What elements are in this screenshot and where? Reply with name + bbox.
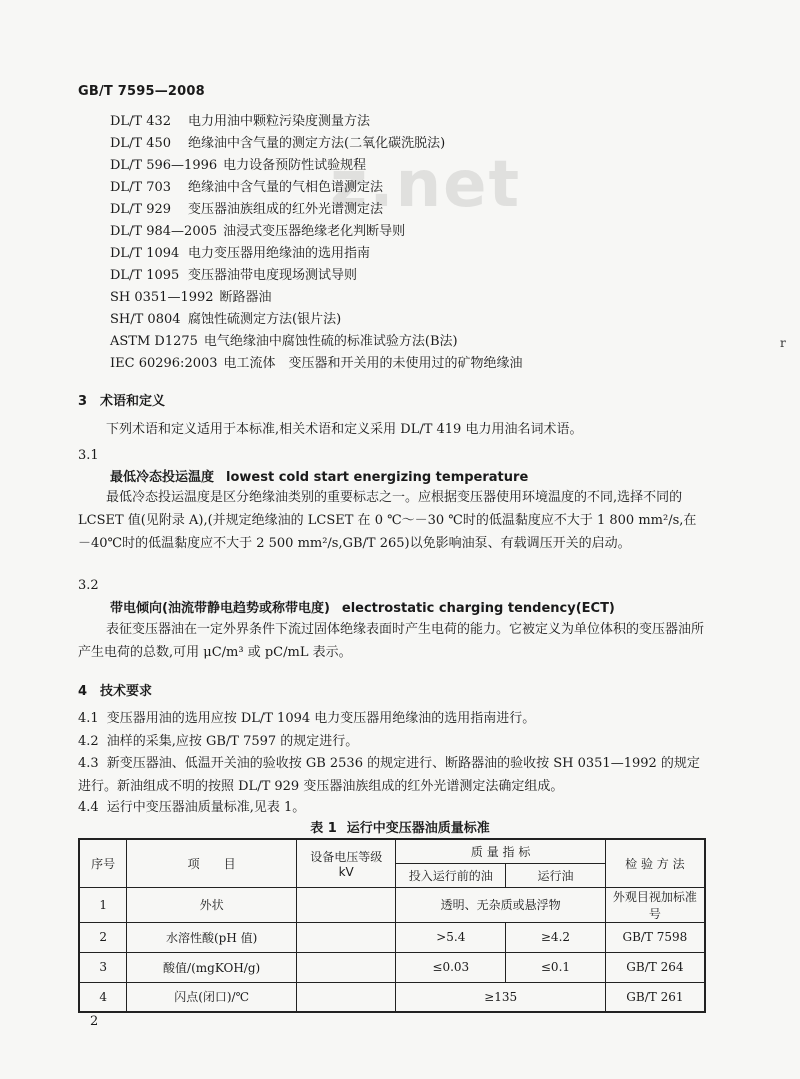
reference-item: DL/T 703 绝缘油中含气量的气相色谱测定法 [110,180,384,195]
reference-item: SH/T 0804 腐蚀性硫测定方法(银片法) [110,312,342,327]
header-running-oil: 运行油 [506,863,606,887]
header-before-service: 投入运行前的油 [396,863,506,887]
reference-item: DL/T 929 变压器油族组成的红外光谱测定法 [110,202,384,217]
header-voltage: 设备电压等级 kV [296,839,396,887]
table-row: 4 闪点(闭口)/℃ ≥135 GB/T 261 [79,982,705,1012]
table-row: 3 酸值/(mgKOH/g) ≤0.03 ≤0.1 GB/T 264 [79,952,705,982]
clause-4-3: 4.3 新变压器油、低温开关油的验收按 GB 2536 的规定进行、断路器油的验收按 SH 0351—1992 的规定进行。新油组成不明的按照 DL/T 929 变压器油族组成的红外光谱测定法确定组成。 [78,756,700,794]
section-heading-4: 4 技术要求 [78,684,153,699]
standard-number-header: GB/T 7595—2008 [78,84,205,99]
clause-4-1: 4.1 变压器用油的选用应按 DL/T 1094 电力变压器用绝缘油的选用指南进行。 [78,711,536,726]
reference-item: DL/T 1095 变压器油带电度现场测试导则 [110,268,358,283]
table-row: 2 水溶性酸(pH 值) >5.4 ≥4.2 GB/T 7598 [79,922,705,952]
term-3-2: 带电倾向(油流带静电趋势或称带电度) electrostatic charging tendency(ECT) [110,601,615,616]
clause-4-2: 4.2 油样的采集,应按 GB/T 7597 的规定进行。 [78,734,359,749]
header-item: 项 目 [127,839,297,887]
reference-item: DL/T 432 电力用油中颗粒污染度测量方法 [110,114,371,129]
page-number: 2 [90,1014,99,1029]
section-3-intro: 下列术语和定义适用于本标准,相关术语和定义采用 DL/T 419 电力用油名词术语。 [106,422,583,437]
reference-item: ASTM D1275 电气绝缘油中腐蚀性硫的标准试验方法(B法) [110,334,458,349]
watermark: z.net [330,148,522,222]
quality-standard-table [78,838,706,1013]
header-quality: 质 量 指 标 [396,839,605,863]
section-heading-3: 3 术语和定义 [78,394,166,409]
reference-item: SH 0351—1992 断路器油 [110,290,272,305]
term-3-1-definition: 最低冷态投运温度是区分绝缘油类别的重要标志之一。应根据变压器使用环境温度的不同,选择不同的 LCSET 值(见附录 A),(并规定绝缘油的 LCSET 在 0 ℃～－30 ℃时的低温黏度应不大于 1 800 mm²/s,在－40℃时的低温黏度应不大于 2 500 mm²/s,GB/T 265)以免影响油泵、有载调压开关的启动。 [78,490,697,551]
margin-mark: r [780,336,786,350]
reference-item: DL/T 596—1996 电力设备预防性试验规程 [110,158,367,173]
header-method: 检 验 方 法 [605,839,705,887]
term-3-1: 最低冷态投运温度 lowest cold start energizing temperature [110,470,529,485]
table-row: 1 外状 透明、无杂质或悬浮物 外观目视加标准号 [79,887,705,922]
clause-3-1-number: 3.1 [78,448,99,463]
clause-3-2-number: 3.2 [78,578,99,593]
reference-item: IEC 60296:2003 电工流体 变压器和开关用的未使用过的矿物绝缘油 [110,356,523,371]
header-no: 序号 [79,839,127,887]
table-caption: 表 1 运行中变压器油质量标准 [310,821,490,836]
clause-4-4: 4.4 运行中变压器油质量标准,见表 1。 [78,800,306,815]
reference-item: DL/T 450 绝缘油中含气量的测定方法(二氧化碳洗脱法) [110,136,446,151]
reference-item: DL/T 1094 电力变压器用绝缘油的选用指南 [110,246,371,261]
term-3-2-definition: 表征变压器油在一定外界条件下流过固体绝缘表面时产生电荷的能力。它被定义为单位体积的变压器油所产生电荷的总数,可用 μC/m³ 或 pC/mL 表示。 [78,622,705,660]
reference-item: DL/T 984—2005 油浸式变压器绝缘老化判断导则 [110,224,406,239]
